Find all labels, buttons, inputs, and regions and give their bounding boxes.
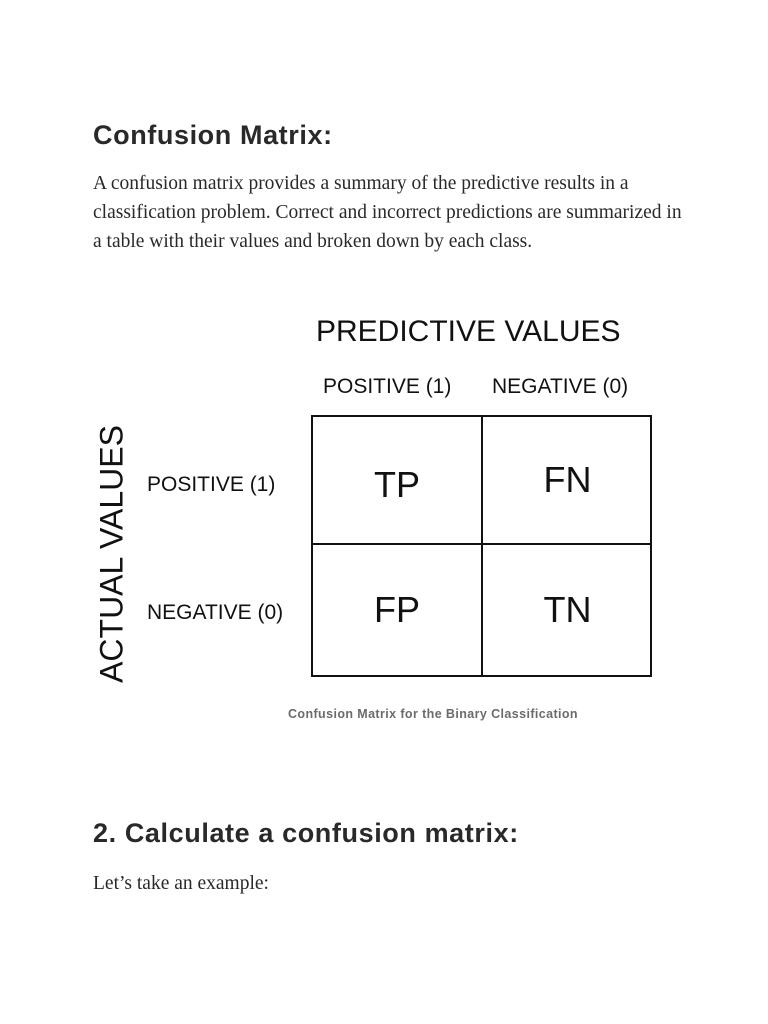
cell-true-positive: TP (313, 417, 483, 545)
figure-caption: Confusion Matrix for the Binary Classification (288, 707, 578, 721)
intro-paragraph: A confusion matrix provides a summary of the predictive results in a classification problem. Correct and incorrect predictions are summarized in a table with their values and broken down by each class. (93, 173, 682, 252)
example-paragraph: Let’s take an example: (93, 873, 269, 894)
column-label-positive: POSITIVE (1) (323, 375, 452, 398)
row-label-negative: NEGATIVE (0) (147, 601, 284, 624)
cell-true-negative: TN (543, 589, 592, 630)
predictive-values-title: PREDICTIVE VALUES (316, 315, 621, 348)
matrix-grid (311, 415, 652, 677)
row-label-positive: POSITIVE (1) (147, 473, 276, 496)
cell-false-positive: FP (313, 545, 483, 675)
actual-values-title: ACTUAL VALUES (93, 425, 130, 683)
column-label-negative: NEGATIVE (0) (492, 375, 629, 398)
section-heading-confusion-matrix: Confusion Matrix: (93, 120, 333, 150)
cell-false-negative: FN (483, 417, 652, 545)
section-heading-calculate: 2. Calculate a confusion matrix: (93, 818, 519, 848)
